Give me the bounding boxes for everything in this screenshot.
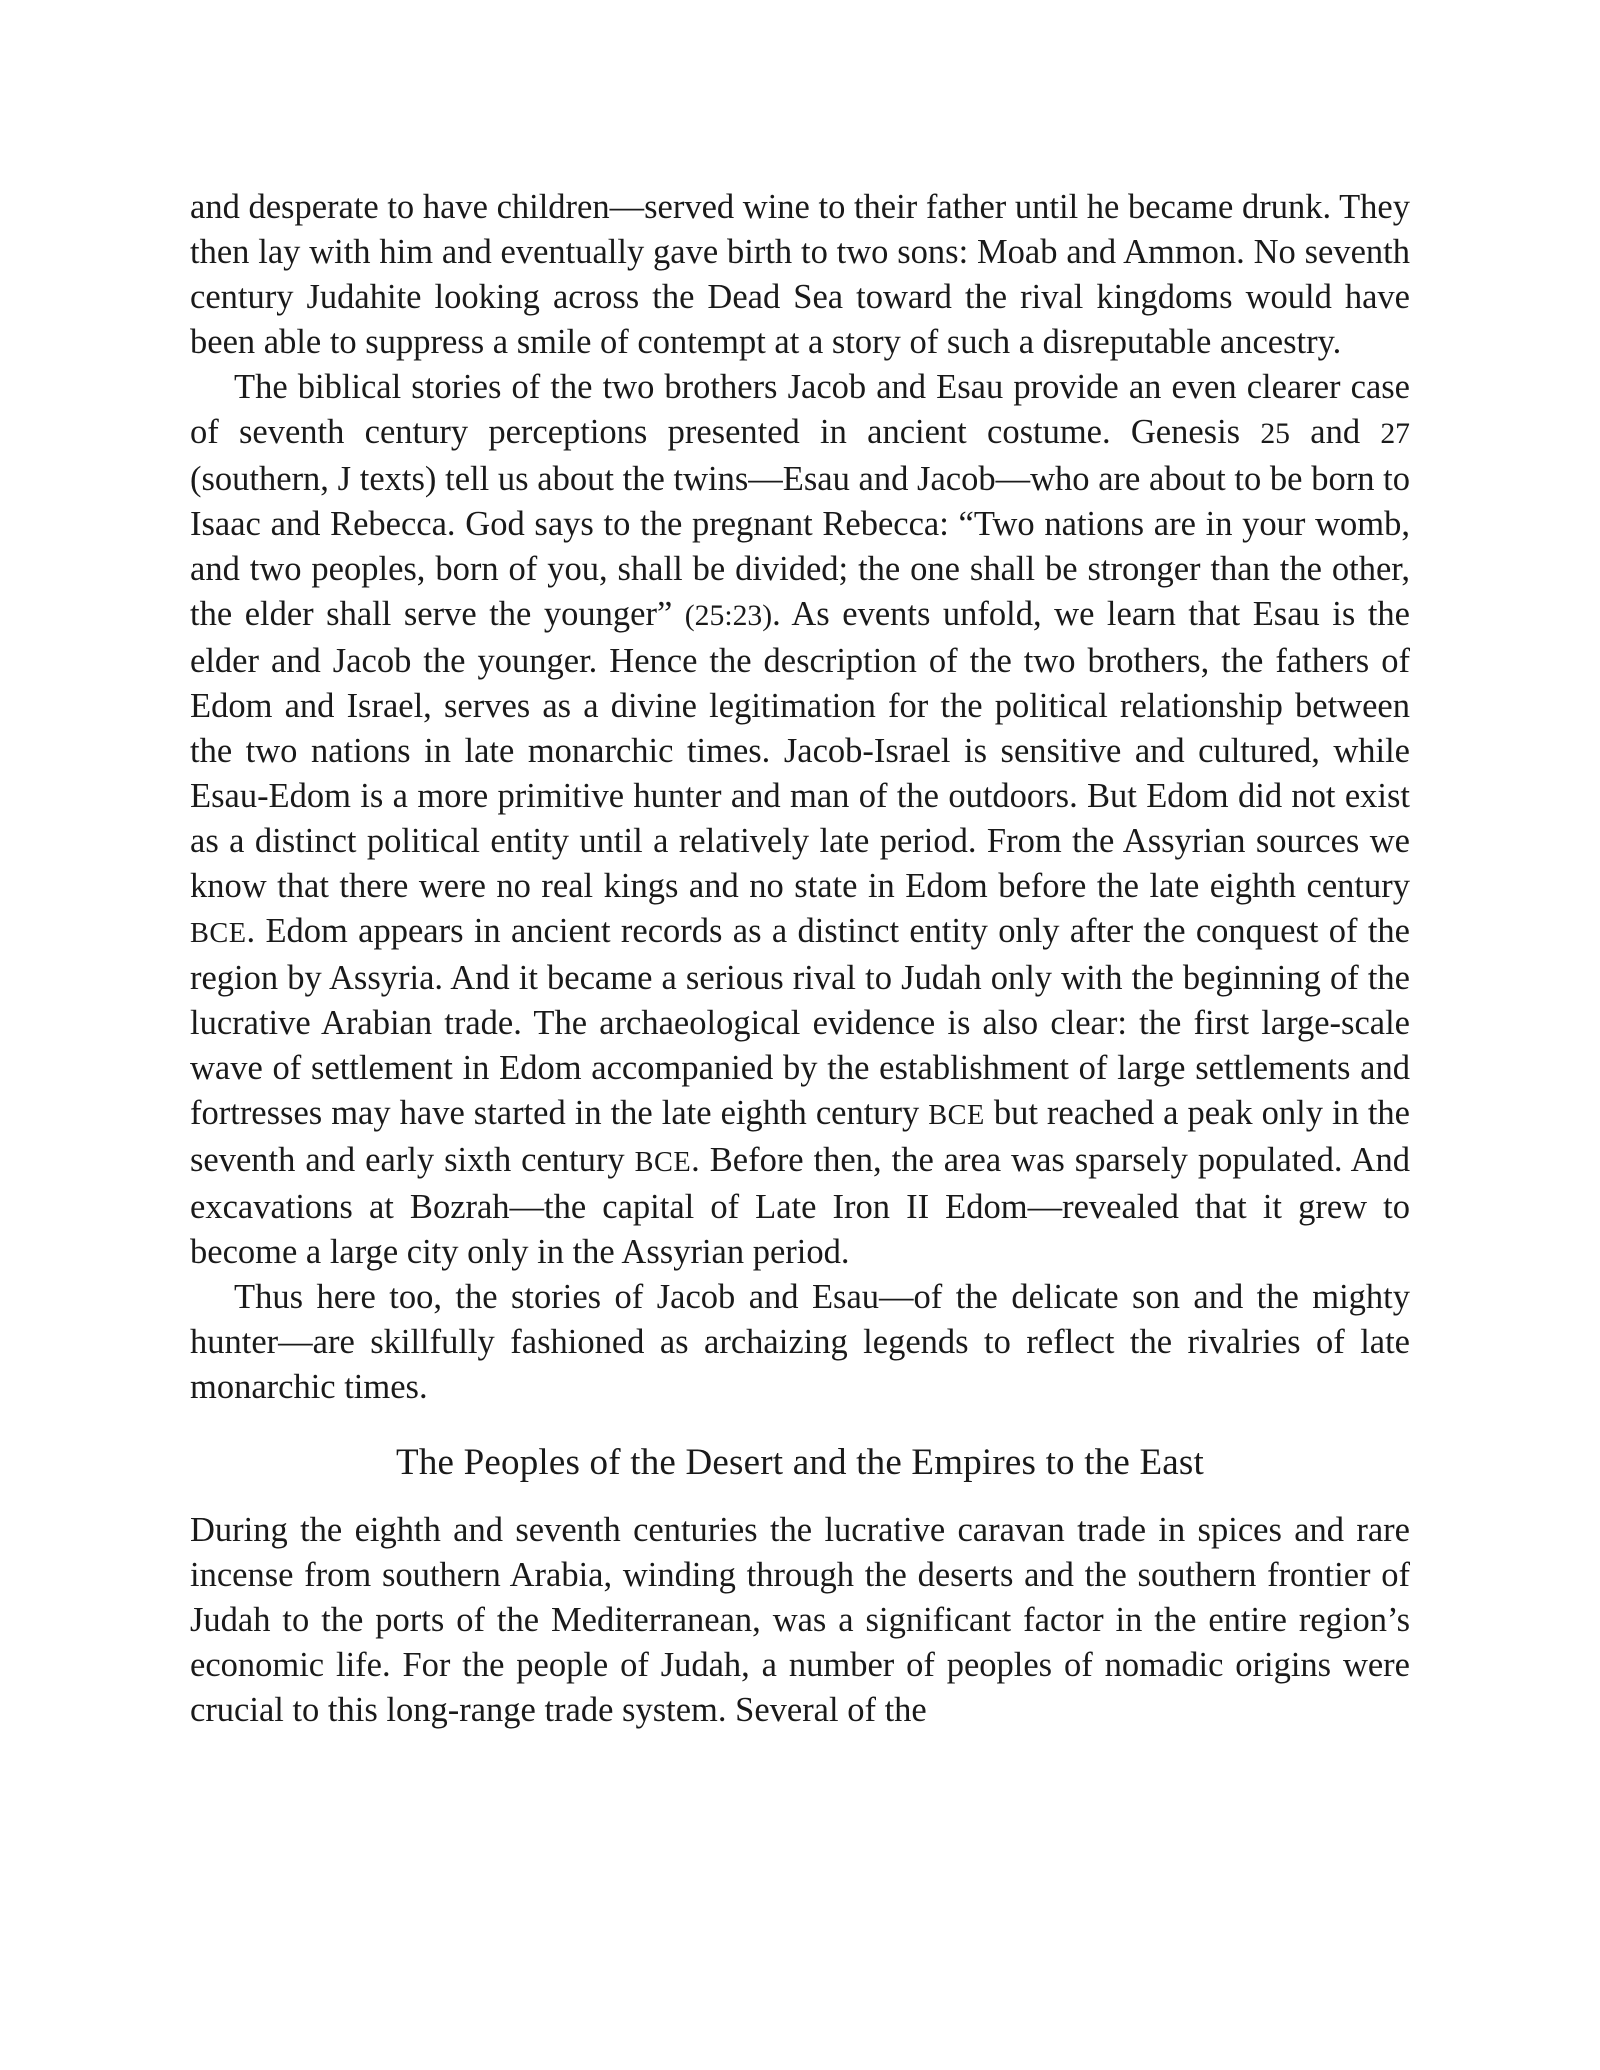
section-heading: The Peoples of the Desert and the Empires to the East xyxy=(396,1442,1204,1483)
paragraph-text: and desperate to have children—served wine to their father until he became drunk. They then lay with him and eventually gave birth to two sons: Moab and Ammon. No seventh century Judahite looking across the Dead Sea toward the rival kingdoms would have been able to suppress a smile of contempt at a story of such a disreputable ancestry. xyxy=(190,188,1410,361)
paragraph-text: but reached a peak only in the seventh and early sixth century xyxy=(190,1094,1410,1179)
oldstyle-number: 27 xyxy=(1380,418,1410,450)
paragraph-text: Thus here too, the stories of Jacob and Esau—of the delicate son and the mighty hunter—are skillfully fashioned as archaizing legends to reflect the rivalries of late monarchic times. xyxy=(190,1278,1410,1406)
paragraph-text: During the eighth and seventh centuries the lucrative caravan trade in spices and rare incense from southern Arabia, winding through the deserts and the southern frontier of Judah to the ports of the Mediterranean, was a significant factor in the entire region’s economic life. For the people of Judah, a number of peoples of nomadic origins were crucial to this long-range trade system. Several of the xyxy=(190,1511,1410,1729)
paragraph-jacob-esau xyxy=(190,365,1410,1275)
paragraph-text: . Edom appears in ancient records as a distinct entity only after the conquest of the region by Assyria. And it became a serious rival to Judah only with the beginning of the lucrative Arabian trade. The archaeological evidence is also clear: the first large-scale wave of settlement in Edom accompanied by the establishment of large settlements and fortresses may have started in the late eighth century xyxy=(190,912,1410,1132)
paragraph-caravan-trade xyxy=(190,1508,1410,1733)
oldstyle-number: 25 xyxy=(1260,418,1290,450)
era-small-caps: BCE xyxy=(190,918,247,949)
paragraph-text: . Before then, the area was sparsely populated. And excavations at Bozrah—the capital of Late Iron II Edom—revealed that it grew to become a large city only in the Assyrian period. xyxy=(190,1141,1410,1271)
paragraph-text: . As events unfold, we learn that Esau is the elder and Jacob the younger. Hence the description of the two brothers, the fathers of Edom and Israel, serves as a divine legitimation for the political relationship between the two nations in late monarchic times. Jacob-Israel is sensitive and cultured, while Esau-Edom is a more primitive hunter and man of the outdoors. But Edom did not exist as a distinct political entity until a relatively late period. From the Assyrian sources we know that there were no real kings and no state in Edom before the late eighth century xyxy=(190,595,1410,905)
book-page xyxy=(190,185,1410,1733)
paragraph-text: and xyxy=(1290,413,1381,451)
era-small-caps: BCE xyxy=(928,1100,985,1131)
era-small-caps: BCE xyxy=(634,1147,692,1178)
paragraph-text: The biblical stories of the two brothers Jacob and Esau provide an even clearer case of seventh century perceptions presented in ancient costume. Genesis xyxy=(190,368,1410,451)
verse-reference: (25:23) xyxy=(684,600,773,632)
paragraph-conclusion xyxy=(190,1275,1410,1410)
paragraph-lot-daughters xyxy=(190,185,1410,365)
paragraph-text: (southern, J texts) tell us about the twins—Esau and Jacob—who are about to be born to Isaac and Rebecca. God says to the pregnant Rebecca: “Two nations are in your womb, and two peoples, born of you, shall be divided; the one shall be stronger than the other, the elder shall serve the younger” xyxy=(190,460,1410,633)
